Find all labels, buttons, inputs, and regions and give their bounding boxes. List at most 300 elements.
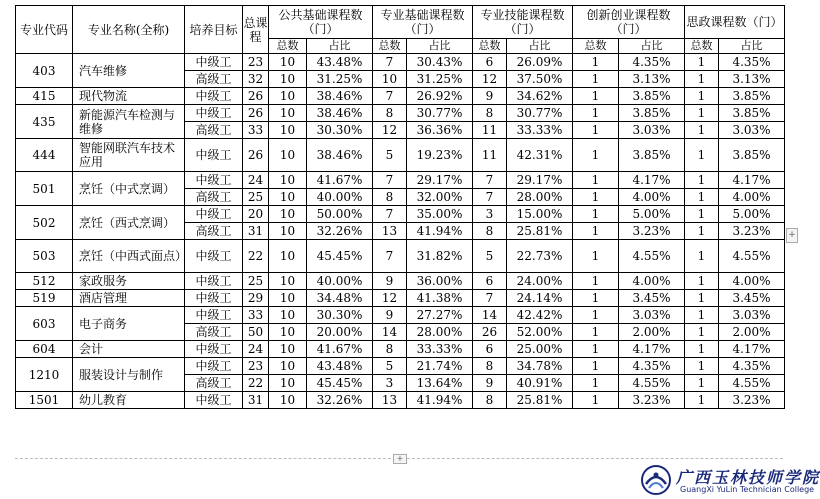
subheader-count: 总数 xyxy=(269,39,307,54)
cell-course-count: 1 xyxy=(573,139,619,172)
cell-course-ratio: 42.31% xyxy=(507,139,573,172)
cell-major-name: 烹饪（中西式面点） xyxy=(73,240,185,273)
cell-course-count: 10 xyxy=(269,341,307,358)
table-row xyxy=(16,307,785,324)
cell-course-count: 10 xyxy=(269,375,307,392)
table-resize-handle[interactable] xyxy=(786,228,798,243)
cell-course-ratio: 4.17% xyxy=(619,341,685,358)
college-emblem-icon xyxy=(640,464,672,496)
cell-course-count: 8 xyxy=(473,105,507,122)
cell-training-level: 中级工 xyxy=(185,307,243,324)
cell-course-count: 1 xyxy=(685,392,719,409)
cell-course-count: 1 xyxy=(573,341,619,358)
cell-major-name: 智能网联汽车技术应用 xyxy=(73,139,185,172)
cell-major-name: 烹饪（中式烹调） xyxy=(73,172,185,206)
cell-training-level: 中级工 xyxy=(185,290,243,307)
table-row xyxy=(16,240,785,273)
cell-course-ratio: 3.45% xyxy=(719,290,785,307)
cell-course-count: 1 xyxy=(685,307,719,324)
cell-course-ratio: 4.00% xyxy=(619,273,685,290)
cell-major-code: 403 xyxy=(16,54,73,88)
cell-course-ratio: 4.17% xyxy=(719,341,785,358)
header-group-label: 公共基础课程数（门） xyxy=(278,8,363,36)
cell-course-count: 7 xyxy=(373,88,407,105)
cell-course-count: 7 xyxy=(473,172,507,189)
cell-course-count: 6 xyxy=(473,341,507,358)
cell-course-count: 1 xyxy=(573,71,619,88)
cell-course-count: 14 xyxy=(373,324,407,341)
cell-course-count: 7 xyxy=(473,290,507,307)
cell-major-name: 烹饪（西式烹调） xyxy=(73,206,185,240)
header-code xyxy=(16,6,73,54)
header-group-innovation xyxy=(573,6,685,39)
cell-course-ratio: 4.00% xyxy=(719,189,785,206)
cell-course-ratio: 50.00% xyxy=(307,206,373,223)
cell-course-count: 1 xyxy=(685,206,719,223)
cell-course-count: 10 xyxy=(269,189,307,206)
cell-course-ratio: 26.09% xyxy=(507,54,573,71)
cell-course-count: 1 xyxy=(685,88,719,105)
cell-course-count: 12 xyxy=(373,290,407,307)
cell-course-ratio: 22.73% xyxy=(507,240,573,273)
cell-total-courses: 23 xyxy=(243,358,269,375)
cell-course-count: 1 xyxy=(573,54,619,71)
cell-course-ratio: 3.85% xyxy=(719,88,785,105)
cell-course-ratio: 27.27% xyxy=(407,307,473,324)
cell-course-ratio: 4.35% xyxy=(719,358,785,375)
cell-major-name: 幼儿教育 xyxy=(73,392,185,409)
cell-course-ratio: 28.00% xyxy=(407,324,473,341)
cell-major-code: 435 xyxy=(16,105,73,139)
cell-course-count: 1 xyxy=(685,324,719,341)
cell-course-count: 10 xyxy=(269,54,307,71)
cell-course-ratio: 30.30% xyxy=(307,122,373,139)
header-level-label: 培养目标 xyxy=(189,22,238,37)
cell-major-code: 501 xyxy=(16,172,73,206)
cell-training-level: 中级工 xyxy=(185,358,243,375)
cell-course-count: 1 xyxy=(685,54,719,71)
cell-course-count: 1 xyxy=(573,307,619,324)
cell-course-count: 10 xyxy=(269,290,307,307)
cell-training-level: 中级工 xyxy=(185,88,243,105)
header-group-professional-skill xyxy=(473,6,573,39)
header-group-label: 思政课程数（门） xyxy=(686,15,783,29)
cell-course-ratio: 3.23% xyxy=(619,223,685,240)
subheader-ratio: 占比 xyxy=(619,39,685,54)
cell-course-ratio: 20.00% xyxy=(307,324,373,341)
page-break-line-left xyxy=(15,458,391,459)
cell-course-ratio: 5.00% xyxy=(719,206,785,223)
cell-total-courses: 24 xyxy=(243,172,269,189)
cell-course-ratio: 2.00% xyxy=(619,324,685,341)
subheader-count: 总数 xyxy=(685,39,719,54)
cell-course-count: 5 xyxy=(373,358,407,375)
course-stats-table xyxy=(15,5,785,409)
cell-course-count: 5 xyxy=(373,139,407,172)
cell-course-ratio: 4.55% xyxy=(619,240,685,273)
cell-total-courses: 26 xyxy=(243,105,269,122)
cell-course-ratio: 37.50% xyxy=(507,71,573,88)
subheader-ratio: 占比 xyxy=(719,39,785,54)
cell-total-courses: 33 xyxy=(243,122,269,139)
header-code-label: 专业代码 xyxy=(19,22,68,37)
cell-major-name: 服装设计与制作 xyxy=(73,358,185,392)
table-row xyxy=(16,54,785,71)
cell-course-ratio: 3.85% xyxy=(719,139,785,172)
cell-course-count: 7 xyxy=(373,172,407,189)
header-group-label: 专业基础课程数（门） xyxy=(380,8,465,36)
cell-course-ratio: 4.00% xyxy=(619,189,685,206)
cell-course-ratio: 4.55% xyxy=(719,375,785,392)
cell-course-ratio: 4.17% xyxy=(719,172,785,189)
cell-course-ratio: 52.00% xyxy=(507,324,573,341)
cell-course-count: 1 xyxy=(573,172,619,189)
cell-course-count: 7 xyxy=(373,54,407,71)
cell-course-count: 1 xyxy=(685,358,719,375)
cell-course-count: 3 xyxy=(373,375,407,392)
cell-course-ratio: 31.25% xyxy=(307,71,373,88)
cell-course-ratio: 3.13% xyxy=(719,71,785,88)
cell-course-ratio: 15.00% xyxy=(507,206,573,223)
cell-course-ratio: 29.17% xyxy=(507,172,573,189)
table-row xyxy=(16,392,785,409)
cell-course-ratio: 3.23% xyxy=(719,392,785,409)
cell-course-count: 12 xyxy=(373,122,407,139)
table-row xyxy=(16,341,785,358)
cell-total-courses: 25 xyxy=(243,273,269,290)
cell-training-level: 高级工 xyxy=(185,223,243,240)
cell-total-courses: 25 xyxy=(243,189,269,206)
cell-course-count: 1 xyxy=(573,105,619,122)
cell-course-ratio: 5.00% xyxy=(619,206,685,223)
side-handle-glyph: + xyxy=(788,230,796,240)
cell-course-ratio: 38.46% xyxy=(307,88,373,105)
cell-course-count: 1 xyxy=(573,240,619,273)
bottom-handle-glyph: + xyxy=(396,454,404,463)
cell-course-count: 7 xyxy=(373,206,407,223)
cell-course-count: 1 xyxy=(685,71,719,88)
cell-course-ratio: 3.03% xyxy=(619,122,685,139)
cell-course-ratio: 32.26% xyxy=(307,223,373,240)
cell-course-ratio: 40.00% xyxy=(307,273,373,290)
table-row xyxy=(16,206,785,223)
cell-major-code: 502 xyxy=(16,206,73,240)
cell-major-code: 512 xyxy=(16,273,73,290)
cell-total-courses: 24 xyxy=(243,341,269,358)
subheader-count: 总数 xyxy=(373,39,407,54)
cell-course-count: 1 xyxy=(685,223,719,240)
cell-course-count: 1 xyxy=(573,324,619,341)
cell-course-count: 8 xyxy=(373,189,407,206)
cell-course-ratio: 36.00% xyxy=(407,273,473,290)
cell-course-count: 3 xyxy=(473,206,507,223)
cell-major-code: 604 xyxy=(16,341,73,358)
cell-major-code: 415 xyxy=(16,88,73,105)
cell-course-ratio: 3.85% xyxy=(619,88,685,105)
cell-course-ratio: 25.81% xyxy=(507,392,573,409)
cell-course-ratio: 41.94% xyxy=(407,392,473,409)
header-total-label: 总课程 xyxy=(243,15,268,44)
cell-course-ratio: 43.48% xyxy=(307,54,373,71)
cell-training-level: 高级工 xyxy=(185,189,243,206)
cell-major-name: 酒店管理 xyxy=(73,290,185,307)
cell-course-count: 8 xyxy=(373,105,407,122)
cell-training-level: 高级工 xyxy=(185,122,243,139)
cell-course-count: 1 xyxy=(685,290,719,307)
cell-course-ratio: 45.45% xyxy=(307,375,373,392)
cell-total-courses: 22 xyxy=(243,375,269,392)
subheader-ratio: 占比 xyxy=(407,39,473,54)
college-logo xyxy=(640,464,820,498)
cell-major-code: 1501 xyxy=(16,392,73,409)
cell-course-count: 9 xyxy=(373,273,407,290)
cell-course-ratio: 30.30% xyxy=(307,307,373,324)
cell-course-count: 14 xyxy=(473,307,507,324)
cell-major-code: 503 xyxy=(16,240,73,273)
cell-course-count: 10 xyxy=(269,273,307,290)
cell-course-count: 1 xyxy=(573,122,619,139)
cell-course-ratio: 33.33% xyxy=(407,341,473,358)
cell-course-count: 12 xyxy=(473,71,507,88)
cell-course-count: 10 xyxy=(269,71,307,88)
cell-course-ratio: 3.23% xyxy=(619,392,685,409)
cell-course-ratio: 43.48% xyxy=(307,358,373,375)
cell-course-ratio: 4.17% xyxy=(619,172,685,189)
cell-course-count: 1 xyxy=(573,88,619,105)
subheader-ratio: 占比 xyxy=(507,39,573,54)
cell-major-code: 603 xyxy=(16,307,73,341)
cell-course-ratio: 32.00% xyxy=(407,189,473,206)
cell-course-count: 10 xyxy=(269,324,307,341)
cell-total-courses: 31 xyxy=(243,223,269,240)
header-name xyxy=(73,6,185,54)
page-break-line-right xyxy=(407,458,783,459)
cell-course-ratio: 32.26% xyxy=(307,392,373,409)
cell-course-ratio: 25.81% xyxy=(507,223,573,240)
cell-course-ratio: 41.67% xyxy=(307,341,373,358)
cell-course-ratio: 31.82% xyxy=(407,240,473,273)
cell-course-count: 1 xyxy=(573,392,619,409)
header-group-label: 专业技能课程数（门） xyxy=(480,8,565,36)
cell-course-ratio: 38.46% xyxy=(307,105,373,122)
cell-course-count: 13 xyxy=(373,223,407,240)
cell-course-count: 7 xyxy=(473,189,507,206)
header-group-public xyxy=(269,6,373,39)
header-group-ideology xyxy=(685,6,785,39)
cell-course-count: 9 xyxy=(473,375,507,392)
cell-course-count: 1 xyxy=(573,290,619,307)
cell-course-count: 10 xyxy=(373,71,407,88)
cell-course-ratio: 40.00% xyxy=(307,189,373,206)
cell-course-ratio: 41.67% xyxy=(307,172,373,189)
cell-course-ratio: 13.64% xyxy=(407,375,473,392)
cell-course-ratio: 41.38% xyxy=(407,290,473,307)
cell-course-ratio: 29.17% xyxy=(407,172,473,189)
cell-major-name: 家政服务 xyxy=(73,273,185,290)
table-row xyxy=(16,88,785,105)
cell-course-ratio: 3.03% xyxy=(619,307,685,324)
cell-course-count: 1 xyxy=(573,206,619,223)
cell-training-level: 中级工 xyxy=(185,341,243,358)
cell-course-count: 6 xyxy=(473,54,507,71)
cell-course-count: 1 xyxy=(685,122,719,139)
cell-major-code: 519 xyxy=(16,290,73,307)
cell-course-count: 1 xyxy=(573,223,619,240)
cell-training-level: 中级工 xyxy=(185,172,243,189)
subheader-count: 总数 xyxy=(473,39,507,54)
cell-training-level: 中级工 xyxy=(185,54,243,71)
cell-course-ratio: 34.78% xyxy=(507,358,573,375)
cell-major-code: 444 xyxy=(16,139,73,172)
cell-training-level: 高级工 xyxy=(185,375,243,392)
cell-major-name: 汽车维修 xyxy=(73,54,185,88)
cell-course-ratio: 4.55% xyxy=(719,240,785,273)
cell-course-count: 8 xyxy=(473,392,507,409)
cell-major-name: 新能源汽车检测与维修 xyxy=(73,105,185,139)
cell-training-level: 高级工 xyxy=(185,324,243,341)
college-name-cn: 广西玉林技师学院 xyxy=(676,468,820,487)
cell-course-ratio: 34.62% xyxy=(507,88,573,105)
header-name-label: 专业名称(全称) xyxy=(87,22,170,37)
cell-course-count: 10 xyxy=(269,358,307,375)
cell-course-ratio: 3.03% xyxy=(719,307,785,324)
cell-course-count: 1 xyxy=(685,139,719,172)
cell-course-ratio: 4.55% xyxy=(619,375,685,392)
cell-course-count: 9 xyxy=(373,307,407,324)
cell-major-name: 电子商务 xyxy=(73,307,185,341)
cell-course-count: 1 xyxy=(573,189,619,206)
cell-course-count: 1 xyxy=(685,240,719,273)
cell-course-count: 9 xyxy=(473,88,507,105)
header-total xyxy=(243,6,269,54)
cell-total-courses: 20 xyxy=(243,206,269,223)
cell-course-count: 5 xyxy=(473,240,507,273)
cell-total-courses: 31 xyxy=(243,392,269,409)
cell-course-count: 1 xyxy=(685,341,719,358)
cell-course-count: 1 xyxy=(685,172,719,189)
cell-total-courses: 29 xyxy=(243,290,269,307)
cell-major-code: 1210 xyxy=(16,358,73,392)
cell-course-count: 10 xyxy=(269,223,307,240)
cell-course-ratio: 41.94% xyxy=(407,223,473,240)
cell-training-level: 中级工 xyxy=(185,240,243,273)
cell-total-courses: 32 xyxy=(243,71,269,88)
cell-total-courses: 33 xyxy=(243,307,269,324)
table-row xyxy=(16,290,785,307)
cell-course-ratio: 4.35% xyxy=(619,54,685,71)
cell-course-ratio: 25.00% xyxy=(507,341,573,358)
cell-training-level: 中级工 xyxy=(185,139,243,172)
cell-total-courses: 23 xyxy=(243,54,269,71)
cell-course-ratio: 3.03% xyxy=(719,122,785,139)
table-add-row-handle[interactable] xyxy=(393,454,407,464)
cell-course-ratio: 3.85% xyxy=(619,139,685,172)
cell-course-count: 8 xyxy=(373,341,407,358)
cell-course-ratio: 42.42% xyxy=(507,307,573,324)
cell-course-ratio: 45.45% xyxy=(307,240,373,273)
cell-course-ratio: 30.77% xyxy=(407,105,473,122)
table-row xyxy=(16,139,785,172)
cell-course-ratio: 30.77% xyxy=(507,105,573,122)
cell-course-ratio: 36.36% xyxy=(407,122,473,139)
cell-total-courses: 22 xyxy=(243,240,269,273)
cell-course-count: 1 xyxy=(685,273,719,290)
table-row xyxy=(16,358,785,375)
cell-course-ratio: 4.35% xyxy=(619,358,685,375)
cell-course-count: 10 xyxy=(269,139,307,172)
subheader-ratio: 占比 xyxy=(307,39,373,54)
cell-course-count: 13 xyxy=(373,392,407,409)
cell-course-ratio: 4.35% xyxy=(719,54,785,71)
cell-course-count: 10 xyxy=(269,88,307,105)
cell-course-ratio: 35.00% xyxy=(407,206,473,223)
college-name-en: GuangXi YuLin Technician College xyxy=(680,485,815,494)
cell-training-level: 高级工 xyxy=(185,71,243,88)
table-row xyxy=(16,273,785,290)
cell-course-ratio: 3.45% xyxy=(619,290,685,307)
cell-course-count: 8 xyxy=(473,358,507,375)
cell-course-count: 26 xyxy=(473,324,507,341)
cell-training-level: 中级工 xyxy=(185,105,243,122)
cell-course-count: 1 xyxy=(573,273,619,290)
cell-course-count: 10 xyxy=(269,122,307,139)
cell-course-ratio: 26.92% xyxy=(407,88,473,105)
cell-course-count: 1 xyxy=(685,375,719,392)
cell-course-count: 11 xyxy=(473,122,507,139)
cell-course-count: 7 xyxy=(373,240,407,273)
cell-total-courses: 50 xyxy=(243,324,269,341)
cell-course-count: 10 xyxy=(269,240,307,273)
cell-course-count: 6 xyxy=(473,273,507,290)
cell-course-count: 10 xyxy=(269,206,307,223)
cell-course-ratio: 3.85% xyxy=(619,105,685,122)
cell-course-ratio: 34.48% xyxy=(307,290,373,307)
cell-course-ratio: 4.00% xyxy=(719,273,785,290)
cell-course-ratio: 3.13% xyxy=(619,71,685,88)
cell-major-name: 现代物流 xyxy=(73,88,185,105)
cell-course-ratio: 19.23% xyxy=(407,139,473,172)
cell-training-level: 中级工 xyxy=(185,273,243,290)
header-level xyxy=(185,6,243,54)
cell-course-ratio: 31.25% xyxy=(407,71,473,88)
cell-training-level: 中级工 xyxy=(185,392,243,409)
cell-course-count: 11 xyxy=(473,139,507,172)
cell-course-count: 1 xyxy=(685,189,719,206)
cell-course-ratio: 2.00% xyxy=(719,324,785,341)
cell-course-count: 8 xyxy=(473,223,507,240)
cell-course-count: 1 xyxy=(685,105,719,122)
table-row xyxy=(16,172,785,189)
cell-course-ratio: 24.00% xyxy=(507,273,573,290)
cell-total-courses: 26 xyxy=(243,88,269,105)
cell-course-count: 1 xyxy=(573,375,619,392)
cell-course-ratio: 21.74% xyxy=(407,358,473,375)
subheader-count: 总数 xyxy=(573,39,619,54)
cell-course-count: 10 xyxy=(269,392,307,409)
cell-major-name: 会计 xyxy=(73,341,185,358)
cell-course-count: 1 xyxy=(573,358,619,375)
header-group-label: 创新创业课程数（门） xyxy=(586,8,671,36)
cell-course-ratio: 33.33% xyxy=(507,122,573,139)
cell-course-ratio: 38.46% xyxy=(307,139,373,172)
cell-course-count: 10 xyxy=(269,172,307,189)
cell-course-ratio: 3.23% xyxy=(719,223,785,240)
cell-total-courses: 26 xyxy=(243,139,269,172)
cell-course-ratio: 30.43% xyxy=(407,54,473,71)
header-group-professional-basic xyxy=(373,6,473,39)
cell-course-ratio: 40.91% xyxy=(507,375,573,392)
cell-course-ratio: 3.85% xyxy=(719,105,785,122)
